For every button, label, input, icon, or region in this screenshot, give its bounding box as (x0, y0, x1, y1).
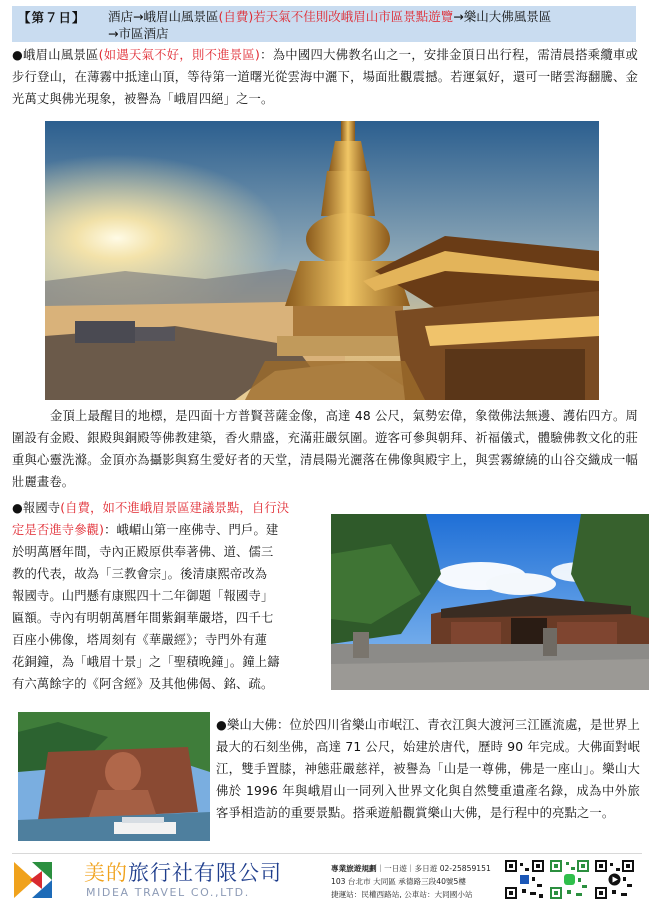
leshan-buddha-photo (18, 712, 210, 841)
day-label: 【第７日】 (18, 10, 86, 25)
qr-code-icon[interactable] (504, 859, 545, 900)
leshan-buddha-paragraph: ●樂山大佛：位於四川省樂山市岷江、青衣江與大渡河三江匯流處，是世界上最大的石刻坐佛，高達 71 公尺，始建於唐代，歷時 90 年完成。大佛面對岷江，雙手置膝，神態莊嚴慈祥，被譽為「山是一尊佛，佛是一座山」。樂山大佛於 1996 年與峨眉山一同列入世界文化與自然雙重遺產名錄，成為中外旅客爭相造訪的重要景點。搭乘遊船觀賞樂山大佛，是行程中的亮點之一。 (216, 718, 640, 820)
company-name-zh: 美的旅行社有限公司 (84, 861, 282, 885)
golden-summit-detail: 金頂上最醒目的地標，是四面十方普賢菩薩金像，高達 48 公尺，氣勢宏偉，象徵佛法無邊、護佑四方。周圍設有金殿、銀殿與銅殿等佛教建築，香火鼎盛，充滿莊嚴氛圍。遊客可參與朝拜、祈福儀式，體驗佛教文化的莊重與心靈洗滌。金頂亦為攝影與寫生愛好者的天堂，清晨陽光灑落在佛像與殿宇上，與雲霧繚繞的山谷交織成一幅壯麗畫卷。 (12, 409, 638, 489)
bullet-icon: ● (216, 718, 227, 732)
baoguo-line-1: 於明萬曆年間，寺內正殿原供奉著佛、道、儒三 (12, 545, 274, 559)
company-name-en: MIDEA TRAVEL CO.,LTD. (86, 886, 250, 899)
bullet-icon: ● (12, 48, 24, 62)
bullet-icon: ● (12, 501, 23, 515)
leshan-title: 樂山大佛 (226, 718, 278, 732)
itinerary-route: 酒店→峨眉山風景區(自費)若天氣不佳則改峨眉山市區景點遊覽→樂山大佛風景區 →市區酒店 (108, 9, 552, 41)
company-logo-icon (12, 858, 54, 902)
golden-summit-photo (45, 121, 599, 400)
emei-title: 峨眉山風景區 (23, 48, 99, 62)
video-qr-code-icon[interactable] (594, 859, 635, 900)
emei-intro-paragraph: ●峨眉山風景區(如遇天氣不好，則不進景區)：為中國四大佛教名山之一，安排金頂日出行程，需清晨搭乘纜車或步行登山，在薄霧中抵達山頂，等待第一道曙光從雲海中灑下，場面壯觀震撼。若運氣好，還可一睹雲海翻騰、金光萬丈與佛光現象，被譽為「峨眉四絕」之一。 (12, 48, 639, 106)
baoguo-line-3: 報國寺。山門懸有康熙四十二年御題「報國寺」 (12, 589, 274, 603)
baoguo-note-2: 定是否進寺參觀) (12, 523, 105, 537)
baoguo-line-5: 百座小佛像，塔周刻有《華嚴經》；寺門外有蓮 (12, 633, 268, 647)
baoguo-title: 報國寺 (22, 501, 61, 515)
baoguo-line-0: ：峨嵋山第一座佛寺、門戶。建 (104, 523, 279, 537)
paid-option-note: (自費)若天氣不佳則改峨眉山市區景點遊覽 (218, 9, 454, 24)
emei-weather-note: (如遇天氣不好，則不進景區) (98, 48, 260, 62)
company-contact-block: 專業旅遊規劃｜一日遊｜多日遊 02-25859151 103 台北市 大同區 承德路三段40號5樓 捷運站：民權西路站, 公車站：大同國小站 (331, 864, 491, 899)
baoguo-line-7: 有六萬餘字的《阿含經》及其他佛偈、銘、疏。 (12, 677, 274, 691)
baoguo-temple-photo (331, 514, 649, 690)
baoguo-line-6: 花銅鐘，為「峨眉十景」之「聖積晚鐘」。鐘上鑄 (12, 655, 280, 669)
baoguo-line-4: 匾額。寺內有明朝萬曆年間紫銅華嚴塔，四千七 (12, 611, 274, 625)
baoguo-temple-paragraph (12, 497, 328, 695)
line-qr-code-icon[interactable] (549, 859, 590, 900)
baoguo-line-2: 教的代表，故為「三教會宗」。後清康熙帝改為 (12, 567, 268, 581)
footer-divider (12, 853, 642, 854)
baoguo-note-1: (自費，如不進峨眉景區建議景點，自行決 (60, 501, 290, 515)
